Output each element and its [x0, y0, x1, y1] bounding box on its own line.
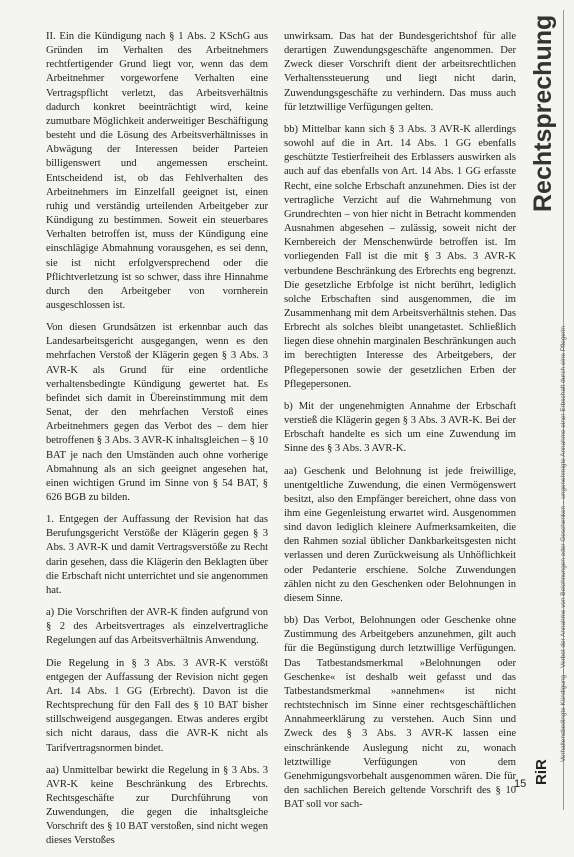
paragraph: aa) Geschenk und Belohnung ist jede freiwillige, unentgeltliche Zuwendung, die einen Vermögenswert besitzt, also den Empfänger bereichert, ohne dass von ihm eine Gegenleistung erwartet wird. Ausgenommen sind davon lediglich kleinere Aufmerksamkeiten, die den Rahmen sozial üblicher Dankbarkeitsgesten nicht verlassen und deren Zurückweisung als Unhöflichkeit oder Pedanterie erschiene. Solche Zuwendungen zählen nicht zu den Geschenken oder Belohnungen in diesem Sinne.	[284, 465, 516, 604]
section-title: Rechtsprechung	[529, 14, 557, 212]
page-number: 15	[514, 778, 527, 790]
paragraph: Von diesen Grundsätzen ist erkennbar auch das Landesarbeitsgericht ausgegangen, wenn es den mehrfachen Verstoß der Klägerin gegen § 3 Abs. 3 AVR-K als Grund für eine ordentliche verhaltensbedingte Kündigung gewertet hat. Es befindet sich damit in Übereinstimmung mit dem Senat, der den mehrfachen Verstoß eines Arbeitnehmers gegen das Verbot des – dem hier betroffenen § 3 Abs. 3 AVR-K inhaltsgleichen – § 10 BAT je nach den Umständen auch ohne vorherige Abmahnung als an sich geeignet angesehen hat, einen wichtigen Grund im Sinne von § 54 BAT, § 626 BGB zu bilden.	[46, 322, 268, 503]
paragraph: aa) Unmittelbar bewirkt die Regelung in § 3 Abs. 3 AVR-K keine Beschränkung des Erbrechts. Rechtsgeschäfte zur Durchführung von Zuwendungen, die gegen die inhaltsgleiche Vorschrift des § 10 BAT verstoßen, sind nicht wegen dieses Verstoßes	[46, 764, 268, 847]
left-text-column	[46, 30, 268, 857]
paragraph: a) Die Vorschriften der AVR-K finden aufgrund von § 2 des Arbeitsvertrages als einzelvertragliche Regelungen auf das Arbeitsverhältnis Anwendung.	[46, 607, 268, 647]
journal-logo: RiR	[533, 759, 550, 785]
paragraph: unwirksam. Das hat der Bundesgerichtshof für alle derartigen Zuwendungsgeschäfte angenommen. Der Zweck dieser Vorschrift dient der arbeitsrechtlichen Verhaltenssteuerung und liegt nicht darin, Zuwendungsgeschäfte zu verhindern. Das muss auch für letztwillige Verfügungen gelten.	[284, 31, 516, 113]
paragraph: b) Mit der ungenehmigten Annahme der Erbschaft verstieß die Klägerin gegen § 3 Abs. 3 AVR-K. Bei der Erbschaft handelte es sich um eine Zuwendung im Sinne des § 3 Abs. 3 AVR-K.	[284, 400, 516, 455]
right-text-column	[284, 30, 516, 820]
paragraph: II. Ein die Kündigung nach § 1 Abs. 2 KSchG aus Gründen im Verhalten des Arbeitnehmers rechtfertigender Grund liegt vor, wenn das dem Arbeitnehmer vorgeworfene Verhalten eine Vertragspflicht verletzt, das Arbeitsverhältnis dadurch konkret beeinträchtigt wird, keine zumutbare Möglichkeit anderweitiger Beschäftigung besteht und die Lösung des Arbeitsverhältnisses in Abwägung der Interessen beider Parteien billigenswert und angemessen erscheint. Entscheidend ist, ob das Fehlverhalten des Arbeitnehmers im Einzelfall geeignet ist, einen ruhig und verständig urteilenden Arbeitgeber zur Kündigung zu bestimmen. Soweit ein steuerbares Verhalten betroffen ist, muss der Kündigung eine einschlägige Abmahnung vorausgehen, es sei denn, sie ist nicht erfolgversprechend oder die Pflichtverletzung ist so schwer, dass ihre Hinnahme durch den Arbeitgeber von vornherein ausgeschlossen ist.	[46, 31, 268, 311]
running-header: Verhaltensbedingte Kündigung – Verbot der Annahme von Belohnungen oder Geschenken – ungenehmigte Annahme einer Erbschaft durch eine Pflegerin	[560, 326, 567, 762]
paragraph: bb) Das Verbot, Belohnungen oder Geschenke ohne Zustimmung des Arbeitgebers anzunehmen, gilt auch für die Begünstigung durch letztwillige Verfügungen. Das Tatbestandsmerkmal »Belohnungen oder Geschenke« ist deshalb weit gefasst und das Tatbestandsmerkmal »annehmen« ist nicht rechtstechnisch im Sinne einer rechtsgeschäftlichen Annahmeerklärung zu verstehen. Auch Sinn und Zweck des § 3 Abs. 3 AVR-K lassen eine einschränkende Auslegung nicht zu, wonach letztwillige Verfügungen von dem Genehmigungsvorbehalt ausgenommen wären. Die für den sachlichen Bereich geltende Vorschrift des § 10 BAT soll vor sach-	[284, 615, 516, 811]
paragraph: Die Regelung in § 3 Abs. 3 AVR-K verstößt entgegen der Auffassung der Revision nicht gegen Art. 14 Abs. 1 GG (Erbrecht). Davon ist die Rechtsprechung für den Fall des § 10 BAT bisher stillschweigend ausgegangen. Etwas anderes ergibt sich nicht daraus, dass die AVR-K nicht als Tarifvertragsnormen bindet.	[46, 657, 268, 754]
paragraph: 1. Entgegen der Auffassung der Revision hat das Berufungsgericht Verstöße der Klägerin gegen § 3 Abs. 3 AVR-K und damit Vertragsverstöße zu Recht darin gesehen, dass die Klägerin den Beklagten über die Erbschaft nicht unterrichtet und sie angenommen hat.	[46, 514, 268, 596]
paragraph: bb) Mittelbar kann sich § 3 Abs. 3 AVR-K allerdings sowohl auf die in Art. 14 Abs. 1 GG ebenfalls geschützte Testierfreiheit des Erblassers auswirken als auch auf das ebenfalls von Art. 14 Abs. 1 GG erfasste Recht, eine solche Erbschaft anzunehmen. Dies ist der vertragliche Verzicht auf die Wahrnehmung von Grundrechten – von hier nicht in Betracht kommenden Ausnahmen abgesehen – zulässig, soweit nicht der Kernbereich der Menschenwürde betroffen ist. Im vorliegenden Fall ist die mit § 3 Abs. 3 AVR-K verbundene Beschränkung des Erbrechts eng begrenzt. Die gesetzliche Erbfolge ist nicht berührt, lediglich solche Erbschaften sind ausgenommen, die im Zusammenhang mit dem Arbeitsverhältnis stehen. Das Erbrecht als solches bleibt unangetastet. Schließlich liegen diese ohnehin marginalen Beschränkungen auch im berechtigten Interesse des Arbeitgebers, der Pflegepersonen sowie der gesetzlichen Erben der Pflegepersonen.	[284, 123, 516, 390]
